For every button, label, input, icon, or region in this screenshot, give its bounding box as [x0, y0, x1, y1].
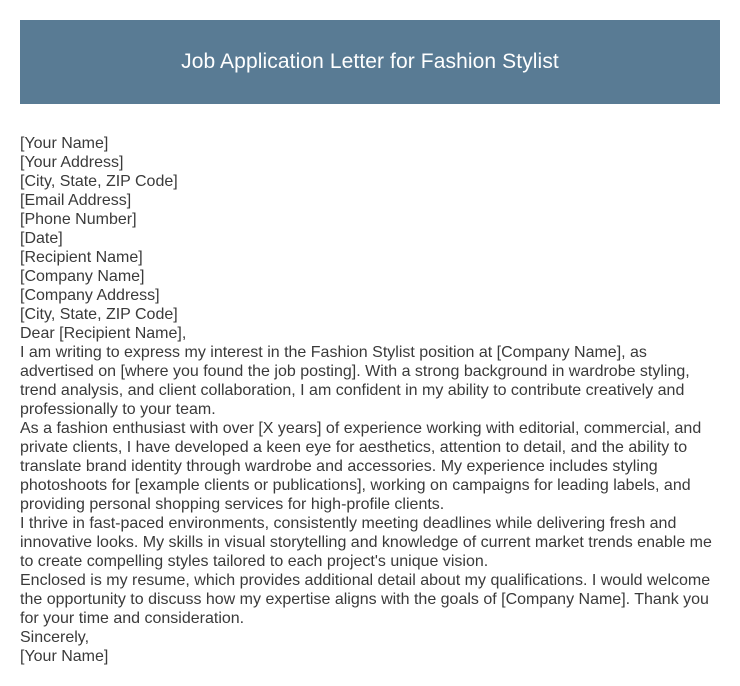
recipient-name: [Recipient Name] [20, 249, 143, 266]
salutation: Dear [Recipient Name], [20, 325, 187, 342]
letter-date: [Date] [20, 230, 63, 247]
paragraph-line: I thrive in fast-paced environments, consistently meeting deadlines while delivering fresh and [20, 515, 677, 532]
paragraph-line: the opportunity to discuss how my expertise aligns with the goals of [Company Name]. Thank you [20, 591, 709, 608]
sender-email: [Email Address] [20, 192, 132, 209]
paragraph-line: As a fashion enthusiast with over [X years] of experience working with editorial, commercial, and [20, 420, 702, 437]
paragraph-line: advertised on [where you found the job posting]. With a strong background in wardrobe styling, [20, 363, 690, 380]
paragraph-line: innovative looks. My skills in visual storytelling and knowledge of current market trends enable me [20, 534, 712, 551]
sender-phone: [Phone Number] [20, 211, 137, 228]
recipient-city-state-zip: [City, State, ZIP Code] [20, 306, 178, 323]
page-title: Job Application Letter for Fashion Stylist [181, 50, 559, 73]
paragraph-line: I am writing to express my interest in the Fashion Stylist position at [Company Name], as [20, 344, 647, 361]
sender-address: [Your Address] [20, 154, 124, 171]
header-banner [20, 20, 720, 104]
paragraph-line: providing personal shopping services for high-profile clients. [20, 496, 445, 513]
paragraph-line: for your time and consideration. [20, 610, 245, 627]
paragraph-line: photoshoots for [example clients or publications], working on campaigns for leading labels, and [20, 477, 691, 494]
sender-city-state-zip: [City, State, ZIP Code] [20, 173, 178, 190]
paragraph-line: trend analysis, and client collaboration, I am confident in my ability to contribute creatively and [20, 382, 685, 399]
paragraph-line: private clients, I have developed a keen eye for aesthetics, attention to detail, and the ability to [20, 439, 688, 456]
sender-name: [Your Name] [20, 135, 109, 152]
closing: Sincerely, [20, 629, 90, 646]
paragraph-line: Enclosed is my resume, which provides additional detail about my qualifications. I would welcome [20, 572, 711, 589]
recipient-company: [Company Name] [20, 268, 145, 285]
paragraph-line: professionally to your team. [20, 401, 216, 418]
paragraph-line: translate brand identity through wardrobe and accessories. My experience includes styling [20, 458, 658, 475]
recipient-company-address: [Company Address] [20, 287, 160, 304]
letter-body [20, 134, 724, 666]
signature-name: [Your Name] [20, 648, 109, 665]
paragraph-line: to create compelling styles tailored to each project's unique vision. [20, 553, 489, 570]
